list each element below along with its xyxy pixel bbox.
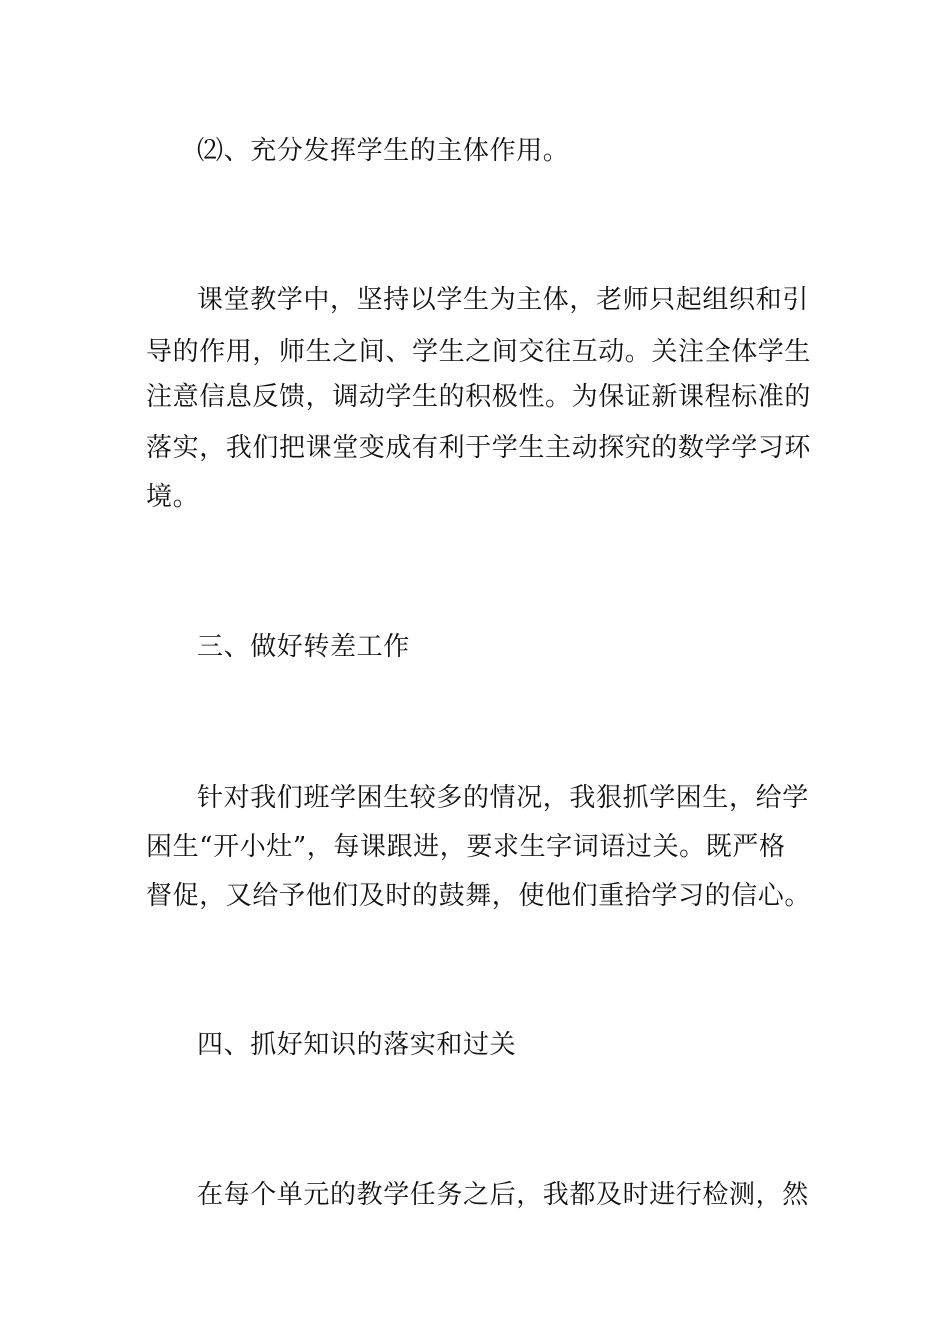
paragraph-1-line-2: 导的作用，师生之间、学生之间交往互动。关注全体学生 [146, 337, 812, 367]
section-heading-3: 三、做好转差工作 [197, 632, 410, 662]
paragraph-2-line-3: 督促，又给予他们及时的鼓舞，使他们重拾学习的信心。 [146, 881, 812, 911]
section-heading-4: 四、抓好知识的落实和过关 [197, 1030, 517, 1060]
paragraph-1-line-3: 注意信息反馈，调动学生的积极性。为保证新课程标准的 [146, 382, 812, 412]
paragraph-1-line-1: 课堂教学中，坚持以学生为主体，老师只起组织和引 [197, 285, 809, 315]
paragraph-1-line-5: 境。 [146, 482, 200, 512]
paragraph-2-line-2: 困生“开小灶”，每课跟进，要求生字词语过关。既严格 [146, 832, 786, 862]
paragraph-3-line-1: 在每个单元的教学任务之后，我都及时进行检测，然 [197, 1180, 809, 1210]
paragraph-2-line-1: 针对我们班学困生较多的情况，我狠抓学困生，给学 [197, 783, 809, 813]
paragraph-1-line-4: 落实，我们把课堂变成有利于学生主动探究的数学学习环 [146, 433, 812, 463]
section-heading-2: ⑵、充分发挥学生的主体作用。 [197, 136, 570, 166]
